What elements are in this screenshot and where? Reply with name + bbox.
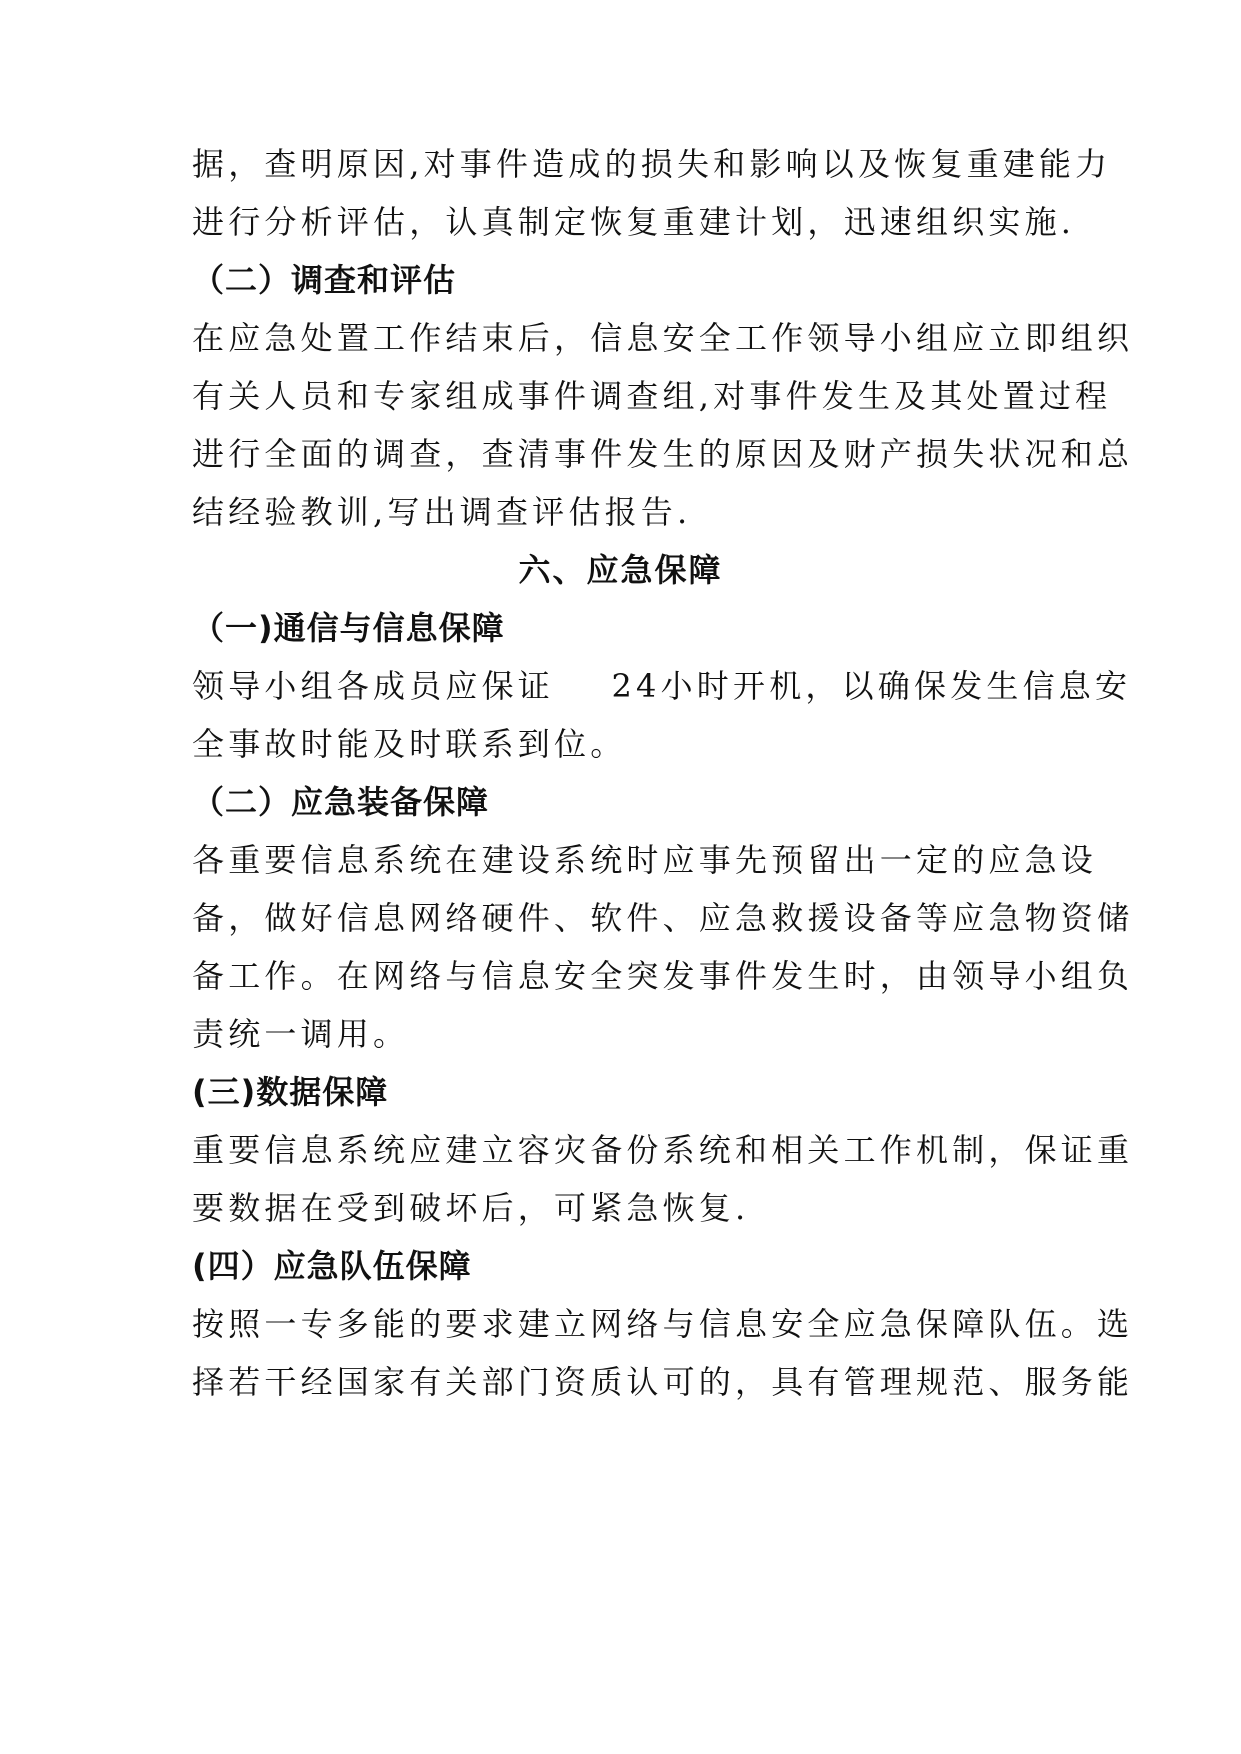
paragraph-line: 责统一调用。: [192, 1015, 410, 1053]
paragraph-line: 在应急处置工作结束后，信息安全工作领导小组应立即组织: [192, 319, 1134, 357]
heading-team: (四）应急队伍保障: [192, 1247, 472, 1285]
paragraph-line: 各重要信息系统在建设系统时应事先预留出一定的应急设: [192, 841, 1098, 879]
paragraph-line: 领导小组各成员应保证 24小时开机，以确保发生信息安: [192, 667, 1132, 705]
paragraph-line: 重要信息系统应建立容灾备份系统和相关工作机制，保证重: [192, 1131, 1134, 1169]
heading-data: (三)数据保障: [192, 1073, 389, 1111]
paragraph-line: 全事故时能及时联系到位。: [192, 725, 627, 763]
section-title: 六、应急保障: [518, 551, 723, 589]
paragraph-line: 择若干经国家有关部门资质认可的，具有管理规范、服务能: [192, 1363, 1134, 1401]
paragraph-line: 备，做好信息网络硬件、软件、应急救援设备等应急物资储: [192, 899, 1134, 937]
heading-equipment: （二）应急装备保障: [192, 783, 490, 821]
paragraph-line: 备工作。在网络与信息安全突发事件发生时，由领导小组负: [192, 957, 1134, 995]
paragraph-line: 要数据在受到破坏后，可紧急恢复.: [192, 1189, 750, 1227]
paragraph-line: 进行分析评估，认真制定恢复重建计划，迅速组织实施.: [192, 203, 1076, 241]
paragraph-line: 据，查明原因,对事件造成的损失和影响以及恢复重建能力: [192, 145, 1112, 183]
paragraph-line: 进行全面的调查，查清事件发生的原因及财产损失状况和总: [192, 435, 1134, 473]
paragraph-line: 有关人员和专家组成事件调查组,对事件发生及其处置过程: [192, 377, 1112, 415]
paragraph-line: 结经验教训,写出调查评估报告.: [192, 493, 692, 531]
heading-communication: （一)通信与信息保障: [192, 609, 505, 647]
paragraph-line: 按照一专多能的要求建立网络与信息安全应急保障队伍。选: [192, 1305, 1134, 1343]
heading-investigation: （二）调查和评估: [192, 261, 457, 299]
